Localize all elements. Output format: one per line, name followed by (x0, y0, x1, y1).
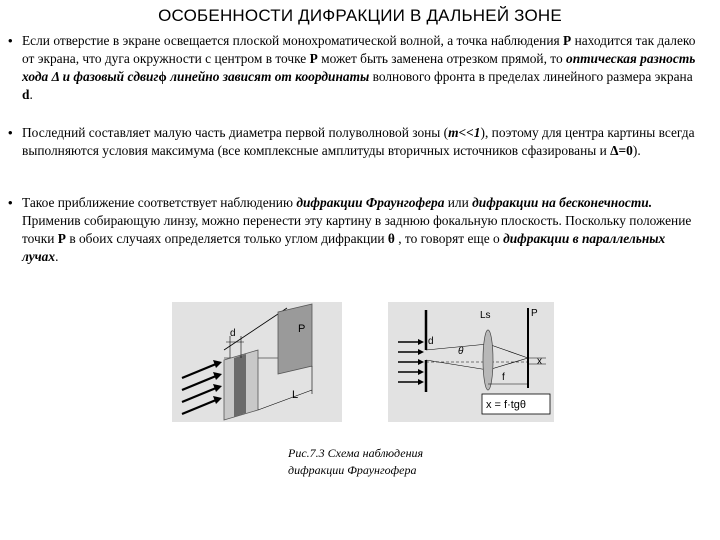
label-P: P (531, 308, 538, 319)
label-P: P (298, 323, 306, 335)
text-bold: θ (387, 231, 395, 246)
text-bold-italic: дифракции в параллельных лучах (22, 231, 666, 264)
caption-line: дифракции Фраунгофера (288, 463, 417, 477)
caption-line: Рис.7.3 Схема наблюдения (288, 446, 424, 460)
text: Если отверстие в экране освещается плоской монохроматической волной, а точка наблюдения (22, 33, 564, 48)
text-bold: P (563, 33, 572, 48)
text-bold-italic: линейно зависят от координаты (166, 69, 370, 84)
text-bold-italic: оптическая разность хода Δ и фазовый сдвиг (22, 51, 696, 84)
text-bold: P (57, 231, 66, 246)
text: может быть заменена отрезком прямой, то (317, 51, 566, 66)
paragraph-1 (8, 32, 698, 104)
label-theta: θ (458, 346, 464, 357)
bullet: • (8, 33, 13, 48)
formula-text: x = f·tgθ (486, 399, 527, 411)
figure-lens-scheme (388, 302, 554, 422)
observation-screen (278, 304, 312, 374)
lens (483, 330, 493, 390)
text-bold-italic: m<<1 (448, 125, 481, 140)
text-bold: P (309, 51, 318, 66)
text-bold-italic: дифракции Фраунгофера (296, 195, 445, 210)
text: . (29, 87, 33, 102)
text: Такое приближение соответствует наблюдению (22, 195, 297, 210)
slit-opening (234, 354, 246, 417)
label-d: d (428, 336, 434, 347)
paragraph-2 (8, 124, 698, 160)
figure-caption (288, 445, 488, 479)
text: волнового фронта в пределах линейного размера экрана (369, 69, 693, 84)
paragraph-3-text (22, 194, 698, 266)
label-x: x (537, 356, 542, 367)
label-Ls: Ls (480, 310, 491, 321)
text: . (55, 249, 59, 264)
figure-diffraction-screen (172, 302, 342, 422)
text-bold: d (22, 87, 30, 102)
paragraph-3 (8, 194, 698, 266)
page-title: ОСОБЕННОСТИ ДИФРАКЦИИ В ДАЛЬНЕЙ ЗОНЕ (158, 6, 562, 25)
label-d: d (230, 328, 236, 339)
paragraph-1-text (22, 32, 698, 104)
text-bold: Δ=0 (610, 143, 633, 158)
text: Последний составляет малую часть диаметра первой полуволновой зоны ( (22, 125, 449, 140)
text-bold: ϕ (158, 69, 167, 84)
text: находится так далеко от экрана, что дуга окружности с центром в точке (22, 33, 696, 66)
label-f: f (502, 372, 505, 383)
text-bold-italic: дифракции на бесконечности. (472, 195, 653, 210)
text: или (444, 195, 473, 210)
text: в обоих случаях определяется только углом дифракции (65, 231, 388, 246)
bullet: • (8, 125, 13, 140)
text: , то говорят еще о (394, 231, 504, 246)
text: ). (632, 143, 641, 158)
text: Применив собирающую линзу, можно перенести эту картину в заднюю фокальную плоскость. Поскольку положение точки (22, 213, 692, 246)
text: ), поэтому для центра картины всегда выполняются условия максимума (все комплексные амплитуды вторичных источников сфазированы и (22, 125, 695, 158)
paragraph-2-text (22, 124, 698, 160)
label-L: L (292, 389, 299, 401)
bullet: • (8, 195, 13, 210)
